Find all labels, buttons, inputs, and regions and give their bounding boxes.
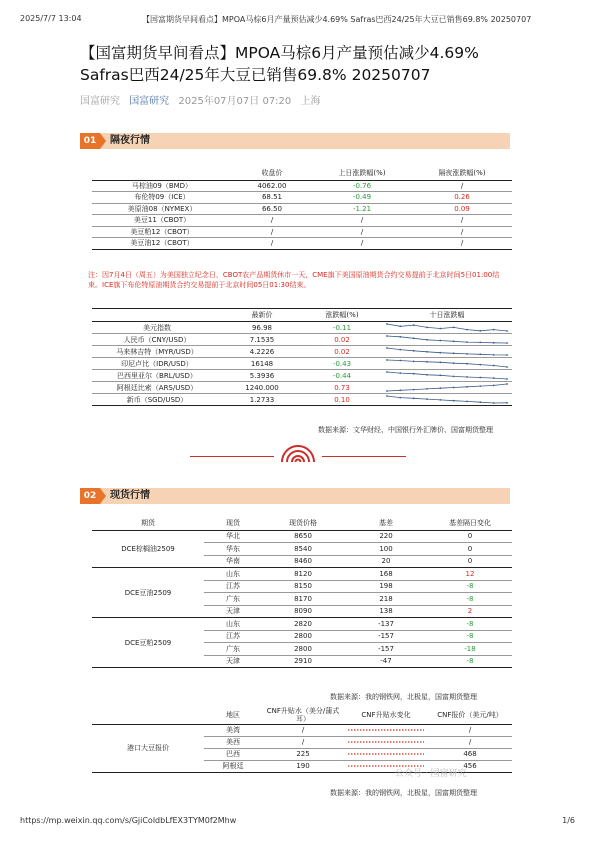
sparkline-point [493, 329, 495, 331]
table-row [92, 192, 512, 204]
table-header-row [92, 706, 512, 724]
spot-region: 山东 [204, 568, 262, 581]
origin-region: 阿根廷 [204, 760, 262, 772]
basis: 168 [344, 568, 428, 581]
divider-line [322, 456, 406, 457]
spot-price: 2800 [262, 630, 344, 643]
table-row [92, 238, 512, 250]
overnight-change: / [412, 215, 512, 227]
column-header: 上日涨跌幅(%) [312, 166, 412, 180]
close-price: 66.50 [232, 203, 312, 215]
sparkline-point [426, 398, 428, 400]
basis: 198 [344, 580, 428, 593]
sparkline-line [387, 384, 507, 391]
basis-change: -8 [428, 630, 512, 643]
column-header [92, 166, 232, 180]
author: 国富研究 [80, 96, 120, 107]
prev-day-change: -0.76 [312, 180, 412, 192]
basis-change: -8 [428, 580, 512, 593]
sparkline-chart [385, 334, 509, 345]
price-change: -0.11 [302, 322, 382, 334]
article-meta [80, 92, 320, 107]
last-price: 16148 [222, 358, 302, 370]
print-title: 【国富期货早间看点】MPOA马棕6月产量预估减少4.69% Safras巴西24/25年大豆已销售69.8% 20250707 [142, 15, 532, 24]
sparkline-point [506, 383, 508, 385]
last-price: 1.2733 [222, 394, 302, 406]
publish-location: 上海 [300, 96, 321, 107]
column-header: CNF报价（美元/吨） [428, 706, 512, 724]
section-number: 01 [80, 133, 100, 149]
sparkline-point [453, 362, 455, 364]
sparkline-point [493, 402, 495, 404]
article-title: 【国富期货早间看点】MPOA马棕6月产量预估减少4.69% Safras巴西24/25年大豆已销售69.8% 20250707 [80, 44, 479, 84]
overnight-change: / [412, 180, 512, 192]
futures-table-body [92, 180, 512, 249]
spot-region: 天津 [204, 655, 262, 668]
dotted-trend-line [346, 737, 426, 747]
sparkline-point [399, 336, 401, 338]
basis: -47 [344, 655, 428, 668]
sparkline-point [439, 352, 441, 354]
sparkline-point [439, 387, 441, 389]
sparkline-point [493, 377, 495, 379]
close-price: / [232, 215, 312, 227]
sparkline-point [506, 402, 508, 404]
table-row [92, 322, 512, 334]
fx-table [92, 308, 512, 406]
basis-change: 0 [428, 543, 512, 556]
price-change: -0.43 [302, 358, 382, 370]
cnf-quote: / [428, 736, 512, 748]
sparkline-point [426, 327, 428, 329]
sparkline-point [453, 327, 455, 329]
section-number: 02 [80, 488, 100, 504]
sparkline-point [506, 378, 508, 380]
sparkline-line [387, 360, 507, 367]
sparkline-point [386, 335, 388, 337]
spot-price: 8170 [262, 593, 344, 606]
basis-change: -8 [428, 655, 512, 668]
prev-day-change: -1.21 [312, 203, 412, 215]
sparkline-point [479, 342, 481, 344]
column-header: 涨跌幅(%) [302, 309, 382, 322]
sparkline-line [387, 324, 507, 331]
sparkline-point [466, 363, 468, 365]
cnf-premium: 225 [262, 748, 344, 760]
sparkline-point [493, 365, 495, 367]
sparkline-point [439, 340, 441, 342]
sparkline-point [413, 350, 415, 352]
currency-name: 人民币（CNY/USD） [92, 334, 222, 346]
spot-region: 华北 [204, 530, 262, 543]
origin-region: 巴西 [204, 748, 262, 760]
table-row [92, 334, 512, 346]
currency-name: 马来林吉特（MYR/USD） [92, 346, 222, 358]
basis: 100 [344, 543, 428, 556]
table-header-row [92, 309, 512, 322]
sparkline-line [387, 348, 507, 355]
table-row [92, 618, 512, 631]
cnf-premium-change-chart [344, 748, 428, 760]
sparkline-line [387, 372, 507, 379]
column-header: 期货 [92, 516, 204, 530]
dotted-trend-line [346, 749, 426, 759]
basis: -137 [344, 618, 428, 631]
cnf-quote: / [428, 724, 512, 736]
cnf-premium-change-chart [344, 724, 428, 736]
prev-day-change: / [312, 238, 412, 250]
column-header: 十日涨跌幅 [382, 309, 512, 322]
column-header: 地区 [204, 706, 262, 724]
column-header: 基差 [344, 516, 428, 530]
sparkline-point [413, 361, 415, 363]
table-row [92, 382, 512, 394]
spot-price: 8460 [262, 555, 344, 568]
sparkline-point [493, 354, 495, 356]
port-soybean-label: 港口大豆报价 [92, 724, 204, 772]
basis: -157 [344, 643, 428, 656]
instrument-name: 美豆11（CBOT） [92, 215, 232, 227]
ten-day-sparkline [382, 370, 512, 382]
close-price: / [232, 226, 312, 238]
sparkline-point [439, 361, 441, 363]
spot-region: 江苏 [204, 630, 262, 643]
account-link[interactable]: 国富研究 [129, 96, 170, 107]
price-change: 0.02 [302, 334, 382, 346]
column-header: 最新价 [222, 309, 302, 322]
spot-price: 8150 [262, 580, 344, 593]
spot-price: 2820 [262, 618, 344, 631]
sparkline-point [439, 328, 441, 330]
sparkline-chart [385, 382, 509, 393]
sparkline-point [453, 352, 455, 354]
sparkline-point [386, 359, 388, 361]
sparkline-point [399, 397, 401, 399]
cnf-premium: 190 [262, 760, 344, 772]
ten-day-sparkline [382, 394, 512, 406]
sparkline-point [439, 374, 441, 376]
table-row [92, 226, 512, 238]
spot-price: 2910 [262, 655, 344, 668]
spot-price: 8120 [262, 568, 344, 581]
sparkline-point [426, 374, 428, 376]
sparkline-line [387, 396, 507, 403]
sparkline-point [439, 399, 441, 401]
instrument-name: 美豆粕12（CBOT） [92, 226, 232, 238]
table-header-row [92, 516, 512, 530]
sparkline-point [466, 329, 468, 331]
sparkline-point [426, 388, 428, 390]
overnight-futures-table [92, 166, 512, 250]
basis-change: 12 [428, 568, 512, 581]
sparkline-point [413, 397, 415, 399]
table-header-row [92, 166, 512, 180]
print-header [20, 14, 575, 26]
futures-contract: DCE豆油2509 [92, 568, 204, 618]
section-header-spot [80, 488, 510, 504]
sparkline-point [386, 395, 388, 397]
instrument-name: 美豆油12（CBOT） [92, 238, 232, 250]
sparkline-point [399, 360, 401, 362]
origin-region: 美湾 [204, 724, 262, 736]
sparkline-point [426, 339, 428, 341]
print-footer [20, 816, 575, 828]
table-row [92, 530, 512, 543]
sparkline-chart [385, 322, 509, 333]
basis-change: 2 [428, 605, 512, 618]
sparkline-point [506, 342, 508, 344]
sparkline-point [479, 330, 481, 332]
currency-name: 阿根廷比索（ARS/USD） [92, 382, 222, 394]
sparkline-point [399, 325, 401, 327]
column-header: CNF升贴水变化 [344, 706, 428, 724]
sparkline-point [479, 377, 481, 379]
ten-day-sparkline [382, 346, 512, 358]
last-price: 5.3936 [222, 370, 302, 382]
sparkline-point [506, 330, 508, 332]
spot-price: 8540 [262, 543, 344, 556]
page-number: 1/6 [562, 816, 575, 825]
column-header [92, 706, 204, 724]
sparkline-point [386, 347, 388, 349]
price-change: -0.44 [302, 370, 382, 382]
sparkline-point [479, 353, 481, 355]
futures-contract: DCE棕榈油2509 [92, 530, 204, 568]
column-header: CNF升贴水（美分/蒲式耳） [262, 706, 344, 724]
cnf-premium: / [262, 736, 344, 748]
sparkline-point [399, 349, 401, 351]
basis-change: -8 [428, 593, 512, 606]
overnight-change: / [412, 226, 512, 238]
section-label: 现货行情 [110, 490, 150, 501]
column-header: 基差隔日变化 [428, 516, 512, 530]
currency-name: 美元指数 [92, 322, 222, 334]
sparkline-chart [385, 394, 509, 405]
table-row [92, 346, 512, 358]
divider-line [190, 456, 274, 457]
price-change: 0.73 [302, 382, 382, 394]
sparkline-point [506, 366, 508, 368]
spot-region: 广东 [204, 643, 262, 656]
price-change: 0.02 [302, 346, 382, 358]
last-price: 7.1535 [222, 334, 302, 346]
brand-logo-icon [280, 442, 316, 464]
basis: 218 [344, 593, 428, 606]
sparkline-point [466, 353, 468, 355]
last-price: 4.2226 [222, 346, 302, 358]
sparkline-point [413, 389, 415, 391]
sparkline-point [506, 354, 508, 356]
instrument-name: 美原油08（NYMEX） [92, 203, 232, 215]
basis: 220 [344, 530, 428, 543]
instrument-name: 马棕油09（BMD） [92, 180, 232, 192]
sparkline-chart [385, 370, 509, 381]
page-url[interactable]: https://mp.weixin.qq.com/s/GjiColdbLfEX3TYM0f2Mhw [20, 816, 237, 825]
overnight-change: / [412, 238, 512, 250]
column-header: 收盘价 [232, 166, 312, 180]
column-header: 现货价格 [262, 516, 344, 530]
sparkline-point [479, 364, 481, 366]
column-header: 隔夜涨跌幅(%) [412, 166, 512, 180]
spot-price: 8090 [262, 605, 344, 618]
last-price: 1240.000 [222, 382, 302, 394]
print-timestamp: 2025/7/7 13:04 [20, 14, 82, 23]
sparkline-line [387, 336, 507, 343]
basis-change: 0 [428, 530, 512, 543]
sparkline-point [426, 351, 428, 353]
table-row [92, 568, 512, 581]
sparkline-point [386, 390, 388, 392]
sparkline-point [399, 389, 401, 391]
spot-region: 广东 [204, 593, 262, 606]
ten-day-sparkline [382, 382, 512, 394]
ten-day-sparkline [382, 358, 512, 370]
sparkline-point [386, 371, 388, 373]
sparkline-point [493, 342, 495, 344]
sparkline-point [386, 323, 388, 325]
sparkline-point [413, 373, 415, 375]
close-price: 4062.00 [232, 180, 312, 192]
prev-day-change: / [312, 215, 412, 227]
ten-day-sparkline [382, 334, 512, 346]
sparkline-chart [385, 358, 509, 369]
prev-day-change: / [312, 226, 412, 238]
column-header: 现货 [204, 516, 262, 530]
spot-region: 江苏 [204, 580, 262, 593]
wechat-watermark: 公众号 · 国富研究 [395, 769, 467, 779]
sparkline-point [466, 376, 468, 378]
origin-region: 美西 [204, 736, 262, 748]
price-change: 0.10 [302, 394, 382, 406]
sparkline-point [453, 340, 455, 342]
sparkline-point [479, 401, 481, 403]
data-source-import: 数据来源：我的钢铁网，北极星，国富期货整理 [330, 789, 477, 797]
sparkline-point [466, 341, 468, 343]
table-row [92, 180, 512, 192]
table-row [92, 358, 512, 370]
spot-price: 8650 [262, 530, 344, 543]
sparkline-point [453, 400, 455, 402]
data-source-spot: 数据来源：我的钢铁网，北极星，国富期货整理 [330, 693, 477, 701]
data-source-fx: 数据来源：文华财经、中国银行外汇牌价、国富期货整理 [318, 426, 493, 434]
spot-price-table [92, 516, 512, 668]
sparkline-point [493, 385, 495, 387]
close-price: 68.51 [232, 192, 312, 204]
sparkline-point [399, 372, 401, 374]
sparkline-point [453, 376, 455, 378]
spot-region: 华东 [204, 543, 262, 556]
spot-region: 华南 [204, 555, 262, 568]
overnight-change: 0.09 [412, 203, 512, 215]
import-soybean-table [92, 706, 512, 773]
currency-name: 印尼卢比（IDR/USD） [92, 358, 222, 370]
publish-datetime: 2025年07月07日 07:20 [178, 96, 292, 107]
table-row [92, 394, 512, 406]
spot-region: 天津 [204, 605, 262, 618]
section-header-overnight [80, 133, 510, 149]
sparkline-point [466, 401, 468, 403]
table-row [92, 370, 512, 382]
sparkline-point [479, 385, 481, 387]
prev-day-change: -0.49 [312, 192, 412, 204]
table-row [92, 215, 512, 227]
sparkline-point [466, 386, 468, 388]
overnight-change: 0.26 [412, 192, 512, 204]
sparkline-point [453, 387, 455, 389]
cnf-premium: / [262, 724, 344, 736]
cnf-quote: 468 [428, 748, 512, 760]
basis: 138 [344, 605, 428, 618]
sparkline-point [413, 337, 415, 339]
basis-change: -8 [428, 618, 512, 631]
spot-region: 山东 [204, 618, 262, 631]
table-row [92, 203, 512, 215]
section-label: 隔夜行情 [110, 135, 150, 146]
sparkline-point [426, 361, 428, 363]
currency-name: 新币（SGD/USD） [92, 394, 222, 406]
basis: -157 [344, 630, 428, 643]
table-row [92, 724, 512, 736]
last-price: 96.98 [222, 322, 302, 334]
column-header [92, 309, 222, 322]
ten-day-sparkline [382, 322, 512, 334]
cnf-premium-change-chart [344, 736, 428, 748]
instrument-name: 布伦特09（ICE） [92, 192, 232, 204]
spot-table-body [92, 530, 512, 668]
currency-name: 巴西里亚尔（BRL/USD） [92, 370, 222, 382]
basis: 20 [344, 555, 428, 568]
futures-contract: DCE豆粕2509 [92, 618, 204, 668]
basis-change: 0 [428, 555, 512, 568]
spot-price: 2800 [262, 643, 344, 656]
sparkline-chart [385, 346, 509, 357]
cnf-quote: 456 [428, 760, 512, 772]
basis-change: -18 [428, 643, 512, 656]
import-table-body [92, 724, 512, 772]
close-price: / [232, 238, 312, 250]
sparkline-point [413, 324, 415, 326]
dotted-trend-line [346, 725, 426, 735]
fx-table-body [92, 322, 512, 406]
holiday-note: 注：因7月4日（周五）为美国独立纪念日，CBOT农产品期货休市一天，CME旗下美国原油期货合约交易提前于北京时间5日01:00结束。ICE旗下布伦特原油期货合约交易提前于北京时间05日01:30结束。 [88, 271, 500, 289]
